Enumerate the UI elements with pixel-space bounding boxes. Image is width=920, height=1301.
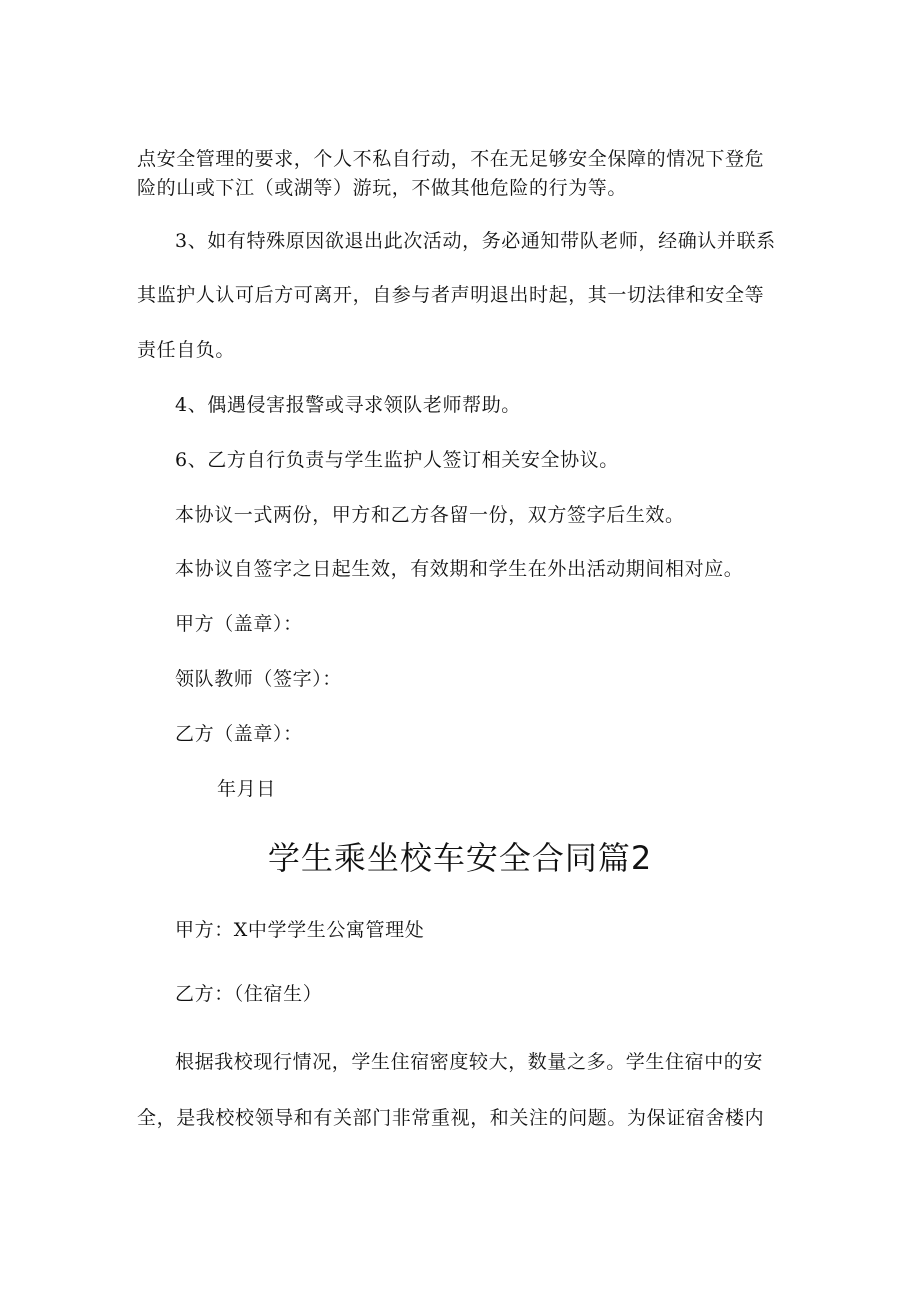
section-title: 学生乘坐校车安全合同篇2: [267, 839, 653, 877]
party-b-seal-label: 乙方（盖章）：: [175, 723, 303, 745]
party-a-line: 甲方：X中学学生公寓管理处: [175, 919, 425, 941]
teacher-signature-label: 领队教师（签字）：: [175, 668, 342, 690]
date-label: 年月日: [217, 778, 276, 800]
clause-4-line: 4、偶遇侵害报警或寻求领队老师帮助。: [175, 394, 521, 416]
validity-statement: 本协议自签字之日起生效，有效期和学生在外出活动期间相对应。: [175, 558, 744, 580]
party-a-seal-label: 甲方（盖章）：: [175, 613, 303, 635]
paragraph-line: 点安全管理的要求，个人不私自行动，不在无足够安全保障的情况下登危: [137, 148, 765, 170]
paragraph-line: 其监护人认可后方可离开，自参与者声明退出时起，其一切法律和安全等: [137, 284, 765, 306]
copies-statement: 本协议一式两份，甲方和乙方各留一份，双方签字后生效。: [175, 504, 685, 526]
clause-6-line: 6、乙方自行负责与学生监护人签订相关安全协议。: [175, 449, 619, 471]
clause-3-line: 3、如有特殊原因欲退出此次活动，务必通知带队老师，经确认并联系: [175, 230, 776, 252]
paragraph-line: 责任自负。: [137, 339, 236, 361]
party-b-line: 乙方：（住宿生）: [175, 983, 323, 1005]
paragraph-line: 全，是我校校领导和有关部门非常重视，和关注的问题。为保证宿舍楼内: [137, 1107, 765, 1129]
paragraph-line: 险的山或下江（或湖等）游玩，不做其他危险的行为等。: [137, 177, 628, 199]
paragraph-line: 根据我校现行情况，学生住宿密度较大，数量之多。学生住宿中的安: [175, 1051, 764, 1073]
